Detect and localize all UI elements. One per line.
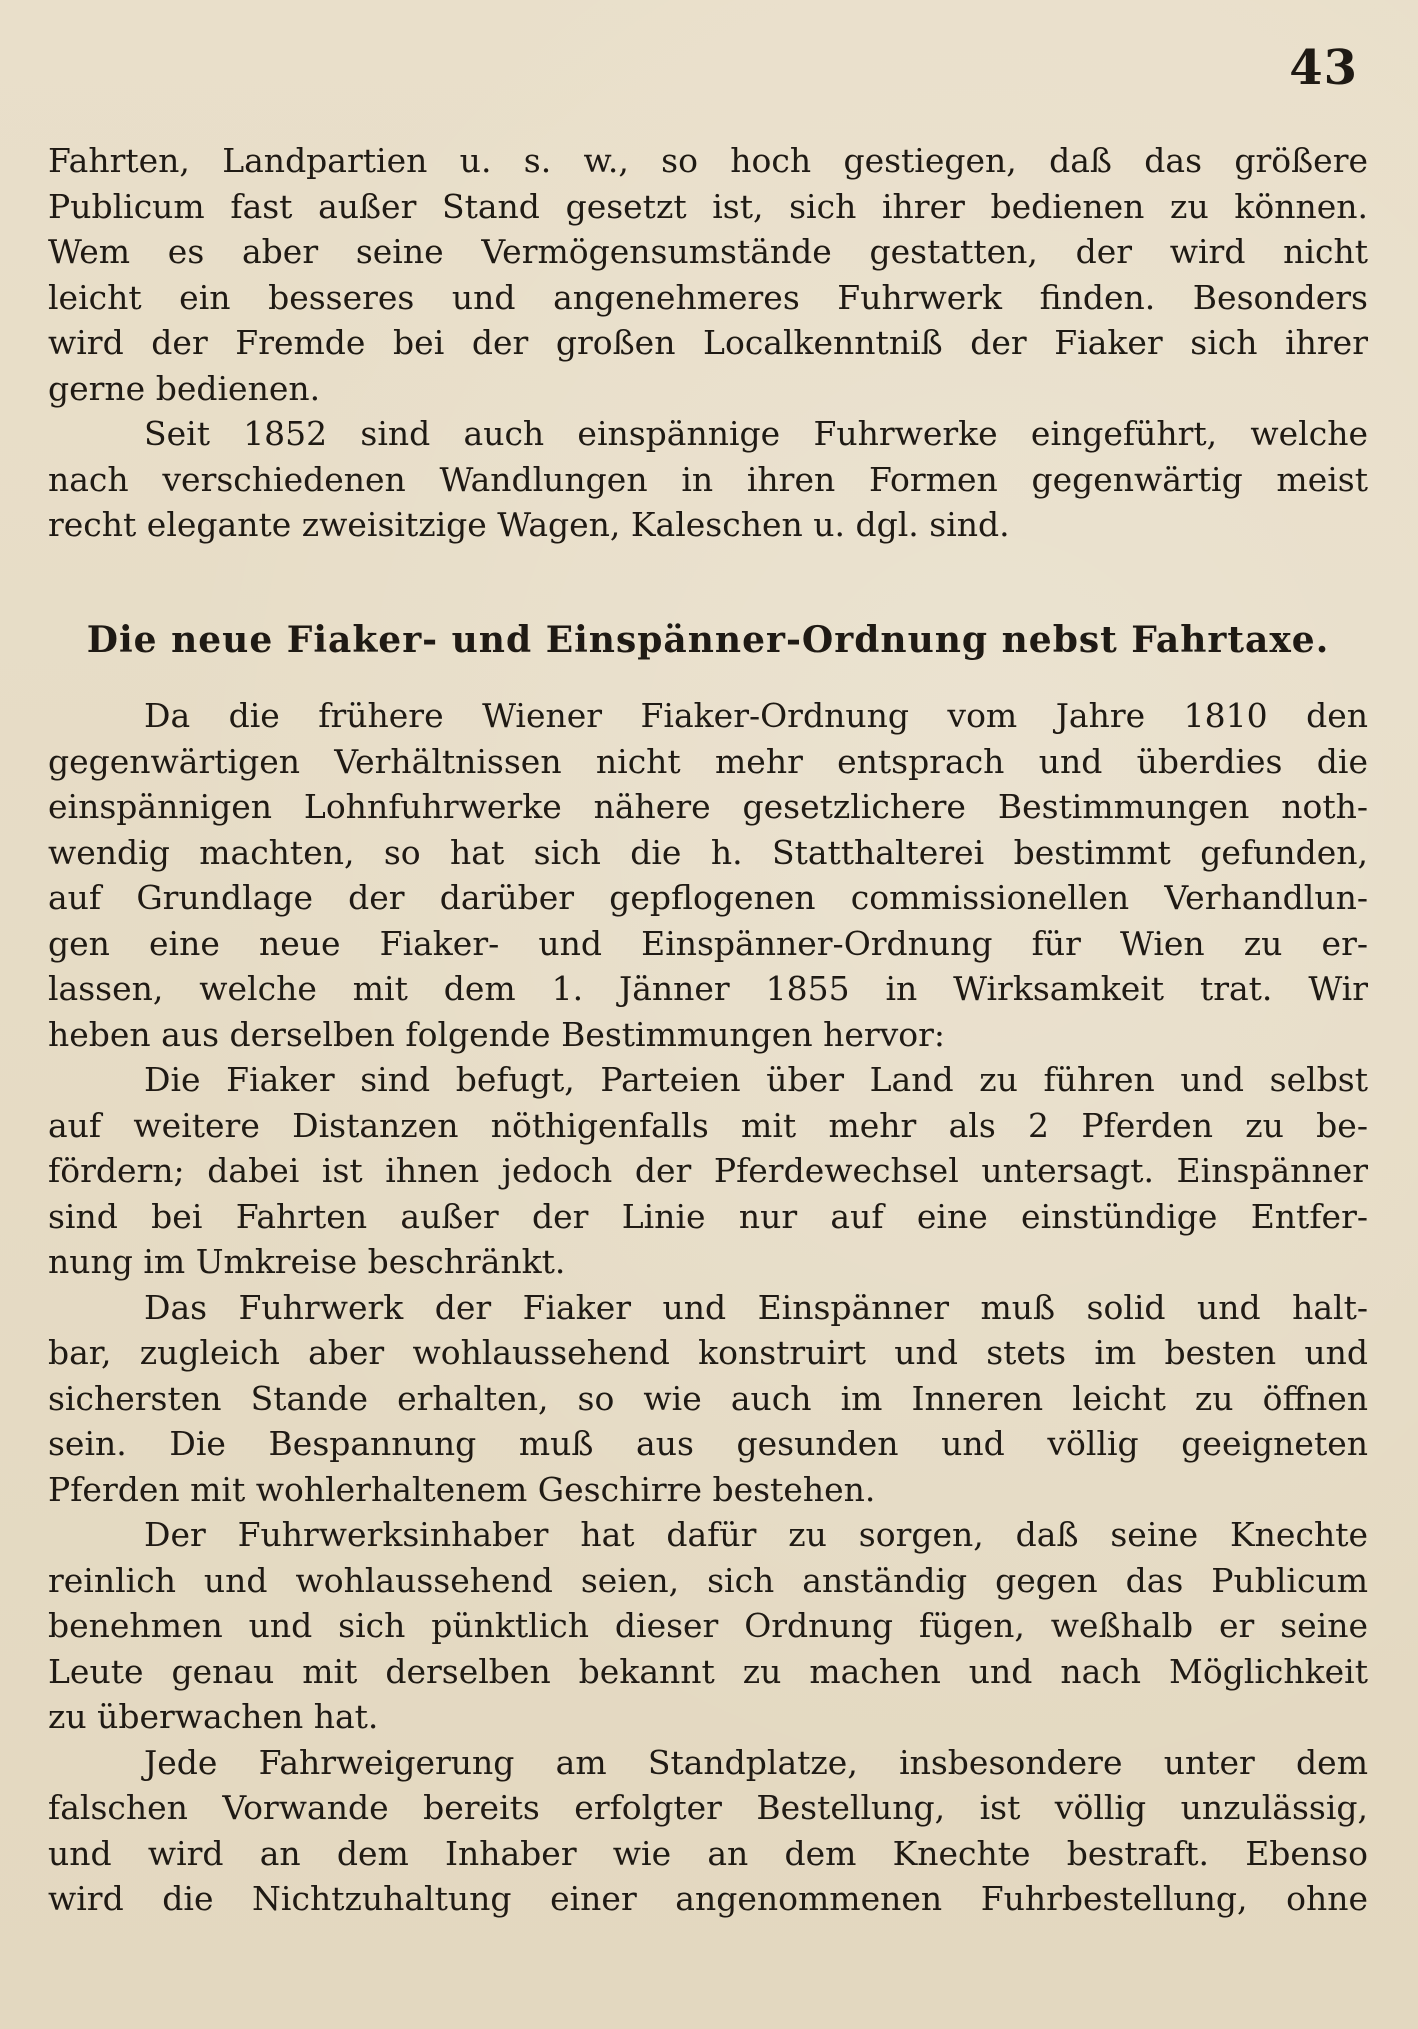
page-number: 43 <box>1289 40 1358 96</box>
text-line: Pferden mit wohlerhaltenem Geschirre bestehen. <box>48 1469 876 1509</box>
text-line: und wird an dem Inhaber wie an dem Knechte bestraft. Ebenso <box>48 1833 1368 1873</box>
text-line: Wem es aber seine Vermögensumstände gestatten, der wird nicht <box>48 232 1368 271</box>
text-line: nung im Umkreise beschränkt. <box>48 1242 566 1281</box>
text-line: Fahrten, Landpartien u. s. w., so hoch gestiegen, daß das größere <box>48 141 1368 180</box>
text-line: gen eine neue Fiaker- und Einspänner-Ordnung für Wien zu er- <box>48 923 1368 963</box>
text-line: benehmen und sich pünktlich dieser Ordnung fügen, weßhalb er seine <box>48 1606 1368 1645</box>
text-line: Jede Fahrweigerung am Standplatze, insbesondere unter dem <box>144 1742 1368 1782</box>
text-line: nach verschiedenen Wandlungen in ihren Formen gegenwärtig meist <box>48 459 1368 499</box>
text-line: Da die frühere Wiener Fiaker-Ordnung vom Jahre 1810 den <box>144 696 1368 735</box>
text-line: auf weitere Distanzen nöthigenfalls mit mehr als 2 Pferden zu be- <box>48 1105 1368 1145</box>
text-line: gerne bedienen. <box>48 368 321 408</box>
text-line: reinlich und wohlaussehend seien, sich anständig gegen das Publicum <box>48 1560 1368 1600</box>
text-line: sein. Die Bespannung muß aus gesunden und völlig geeigneten <box>48 1424 1368 1463</box>
text-line: einspännigen Lohnfuhrwerke nähere gesetzlichere Bestimmungen noth- <box>48 787 1368 826</box>
text-block-top <box>48 138 1368 548</box>
text-line: bar, zugleich aber wohlaussehend konstruirt und stets im besten und <box>48 1333 1368 1372</box>
text-line: gegenwärtigen Verhältnissen nicht mehr entsprach und überdies die <box>48 741 1368 781</box>
text-line: wird der Fremde bei der großen Localkenntniß der Fiaker sich ihrer <box>48 323 1368 362</box>
text-block-bottom <box>48 693 1368 1922</box>
text-line: Publicum fast außer Stand gesetzt ist, sich ihrer bedienen zu können. <box>48 186 1368 226</box>
text-line: Das Fuhrwerk der Fiaker und Einspänner muß solid und halt- <box>144 1287 1368 1327</box>
text-line: leicht ein besseres und angenehmeres Fuhrwerk finden. Besonders <box>48 277 1368 317</box>
text-line: falschen Vorwande bereits erfolgter Bestellung, ist völlig unzulässig, <box>48 1788 1368 1827</box>
text-line: fördern; dabei ist ihnen jedoch der Pferdewechsel untersagt. Einspänner <box>48 1151 1368 1190</box>
text-line: wendig machten, so hat sich die h. Statthalterei bestimmt gefunden, <box>48 832 1368 872</box>
text-line: wird die Nichtzuhaltung einer angenommenen Fuhrbestellung, ohne <box>48 1879 1368 1918</box>
text-line: zu überwachen hat. <box>48 1697 379 1736</box>
text-line: recht elegante zweisitzige Wagen, Kaleschen u. dgl. sind. <box>48 505 1010 544</box>
text-line: auf Grundlage der darüber gepflogenen commissionellen Verhandlun- <box>48 878 1368 917</box>
text-line: Die Fiaker sind befugt, Parteien über Land zu führen und selbst <box>144 1060 1368 1099</box>
text-line: Der Fuhrwerksinhaber hat dafür zu sorgen, daß seine Knechte <box>144 1515 1368 1554</box>
text-line: lassen, welche mit dem 1. Jänner 1855 in Wirksamkeit trat. Wir <box>48 969 1368 1008</box>
section-heading: Die neue Fiaker- und Einspänner-Ordnung nebst Fahrtaxe. <box>86 619 1330 661</box>
text-line: heben aus derselben folgende Bestimmungen hervor: <box>48 1014 946 1054</box>
text-line: Leute genau mit derselben bekannt zu machen und nach Möglichkeit <box>48 1651 1368 1691</box>
text-line: sind bei Fahrten außer der Linie nur auf eine einstündige Entfer- <box>48 1196 1368 1236</box>
text-line: sichersten Stande erhalten, so wie auch im Inneren leicht zu öffnen <box>48 1378 1368 1418</box>
text-line: Seit 1852 sind auch einspännige Fuhrwerke eingeführt, welche <box>144 414 1368 453</box>
